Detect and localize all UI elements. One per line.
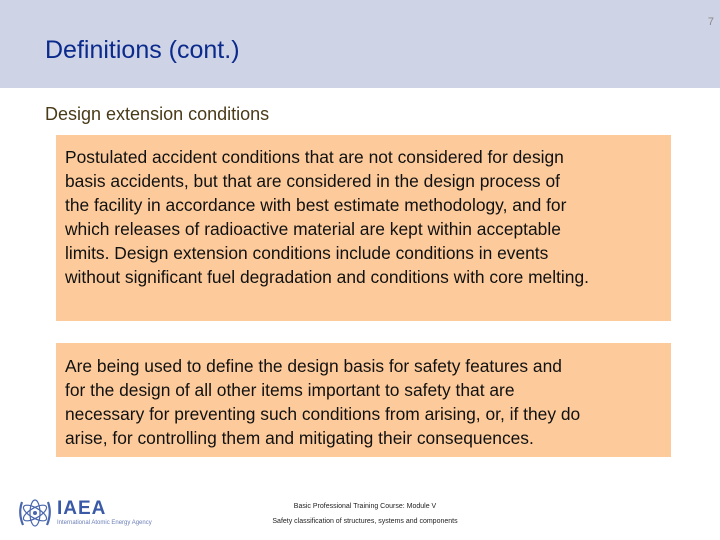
text-line: Postulated accident conditions that are not considered for design <box>65 147 564 167</box>
logo-name: IAEA <box>57 498 107 519</box>
text-line: necessary for preventing such conditions from arising, or, if they do <box>65 404 581 424</box>
text-line: for the design of all other items important to safety that are <box>65 380 515 400</box>
definition-box <box>56 135 671 321</box>
subheading: Design extension conditions <box>45 104 270 124</box>
text-line: limits. Design extension conditions include conditions in events <box>65 243 549 263</box>
text-line: without significant fuel degradation and conditions with core melting. <box>65 267 589 287</box>
course-name: Basic Professional Training Course: Module V <box>293 503 437 510</box>
title-band <box>0 0 720 88</box>
iaea-logo <box>17 496 152 530</box>
text-line: arise, for controlling them and mitigating their consequences. <box>65 428 534 448</box>
page-number: 7 <box>707 16 714 28</box>
text-line: basis accidents, but that are considered in the design process of <box>65 171 560 191</box>
logo-subtitle: International Atomic Energy Agency <box>57 520 152 526</box>
text-line: which releases of radioactive material are kept within acceptable <box>65 219 561 239</box>
text-line: the facility in accordance with best estimate methodology, and for <box>65 195 567 215</box>
slide-title: Definitions (cont.) <box>45 36 240 64</box>
text-line: Are being used to define the design basis for safety features and <box>65 356 562 376</box>
atom-emblem-icon <box>17 496 53 530</box>
module-topic: Safety classification of structures, systems and components <box>272 518 458 525</box>
usage-box <box>56 343 671 457</box>
